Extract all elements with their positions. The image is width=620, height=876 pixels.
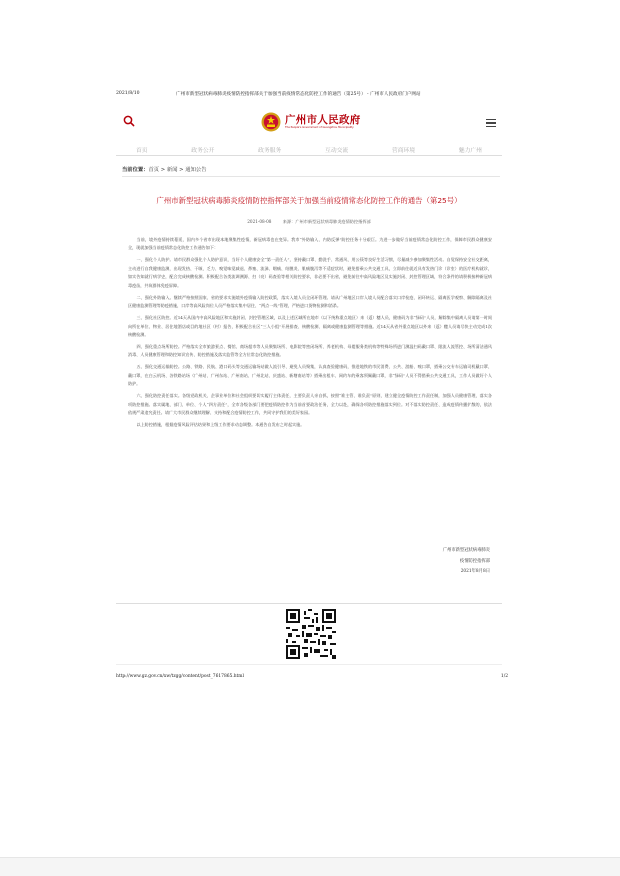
article-body	[128, 236, 492, 433]
print-header	[116, 91, 494, 97]
paragraph: 五、强化交通运输防控。公路、铁路、民航、港口码头等交通运输场站做人流引导、避免人员聚集，认真查验健康码，推进地铁的市民消费、公共、游船、嗅口罩，搭乘公交专车运输司机戴口罩、戴口罩，在白云机场、各铁路站场（广州站、广州东站、广州南站、广州北站、庆盛站、新塘南站等）搭乘出租车、网约车的乘客须佩戴口罩，非“绿码”人员不得搭乘公共交通工具，工作人员做好个人防护。	[128, 364, 492, 387]
paragraph: 二、强化外防输入。继续严格按照国家、省的要求实施境外疫情输入防控政策，落实入境人员全闭环管理。请从广州地区口岸入境人员配合落实口岸检疫、闭环转运、隔离医学观察、解除隔离及社区健康监测管理等防疫措施，口岸等高风险岗位人员严格落实集中居住、“两点一线”管理，严格进口货物检测和消杀。	[128, 294, 492, 309]
footer-divider	[116, 603, 502, 604]
print-date: 2021/8/10	[116, 91, 140, 96]
viewer-bottom-bar	[0, 857, 620, 876]
paragraph: 六、强化防控责任落实。各级党政机关、企事业单位和社会组织要切实履行主体责任，主要负责人亲自抓，按照“谁主管、谁负责”原则，建立健全疫情防控工作责任制，加强人员健康管理，落实各项防控措施。落实属地、部门、单位、个人“四方责任”，全市各级各部门要把疫情防控作为当前首要政治任务，全力以赴，确保各项防控措施落实到位。对不落实防控责任、造成疫情传播扩散的，依法依规严肃追究责任。请广大市民群众继续理解、支持和配合疫情防控工作，共同守护我们的美好家园。	[128, 393, 492, 416]
nav-item-interaction[interactable]: 互动交流	[325, 148, 349, 154]
signature-block	[443, 546, 490, 578]
print-footer	[116, 674, 508, 679]
nav-item-business[interactable]: 营商环境	[391, 148, 416, 154]
search-icon[interactable]	[123, 115, 135, 127]
article-meta	[116, 219, 502, 225]
paragraph: 一、强化个人防护。请市民群众强化个人防护意识，当好个人健康安全“第一责任人”，坚持戴口罩、勤洗手、常通风、用公筷等良好生活习惯，尽量减少参加聚集性活动。自觉保持安全社交距离，主动进行自我健康监测，出现发热、干咳、乏力、嗅觉味觉减退、鼻塞、流涕、咽痛、结膜炎、肌痛腹泻等不适症状时，避免搭乘公共交通工具，立即前往就近具有发热门诊（诊室）的医疗机构就诊，如实告知就行病学史，配合完成核酸检测。积极配合各类流调溯源、扫（亮）码查验等相关防控要求，非必要不出省，避免前往中高风险地区及实施封闭、封控管理区域，符合条件的请积极接种新冠病毒疫苗，共筑群体免疫屏障。	[128, 257, 492, 288]
signature-date: 2021年8月8日	[460, 569, 490, 574]
nav-divider	[116, 155, 502, 156]
signature-org: 广州市新型冠状病毒肺炎	[442, 548, 490, 553]
paragraph: 三、强化社区防控。近14天从国内中高风险地区和实施封闭、封控管理区域，以及上述区域所在地市（以下统称重点地区）来（返）穗人员，健康码为非“绿码”人员，解除集中隔离人员请第一时间向所在单位、物业、居住地酒店或目的地社区（村）报告，积极配合社区“三人小组”开展排查、核酸检测、隔离或健康监测管理等措施。近14天从省外重点地区以外来（返）穗人员请尽快主动完成1次核酸检测。	[128, 315, 492, 338]
print-page-title: 广州市新型冠状病毒肺炎疫情防控指挥部关于加强当前疫情常态化防控工作的通告（第25号） - 广州市人民政府门户网站	[176, 92, 421, 97]
page-number: 1/2	[500, 674, 508, 679]
breadcrumb-path[interactable]: 首页 > 新闻 > 通知公告	[148, 167, 207, 173]
signature-dept: 疫情防控指挥部	[459, 558, 490, 564]
nav-item-charm[interactable]: 魅力广州	[458, 148, 482, 154]
main-nav	[116, 145, 502, 154]
national-emblem-icon	[261, 112, 281, 132]
paragraph: 当前，境外疫情持续蔓延，国内多个省市出现本地聚集性疫情，新冠病毒也在变异。我市“外防输入、内防反弹”防控任务十分艰巨。为进一步做好当前疫情常态化防控工作，保障市民群众健康安全，现就加强当前疫情常态化防控工作通告如下：	[128, 237, 492, 251]
breadcrumb-divider	[122, 176, 500, 177]
article-title: 广州市新型冠状病毒肺炎疫情防控指挥部关于加强当前疫情常态化防控工作的通告（第25号）	[156, 196, 462, 205]
breadcrumb	[122, 165, 207, 173]
site-name: 广州市人民政府	[285, 114, 361, 126]
paragraph: 以上防控措施，根据疫情风险评估结果和上级工作要求动态调整。本通告自发布之时起实施。	[136, 422, 305, 428]
nav-item-gov-affairs[interactable]: 政务公开	[191, 148, 215, 154]
page-url: http://www.gz.gov.cn/xw/tzgg/content/post_7617865.html	[116, 674, 244, 679]
site-name-en: The People's Government of Guangzhou Municipality	[285, 126, 354, 129]
hamburger-menu-icon[interactable]	[486, 119, 496, 127]
footer-divider-lower	[116, 664, 502, 665]
article-date: 2021-08-08	[247, 219, 272, 224]
nav-item-services[interactable]: 政务服务	[258, 148, 282, 154]
qr-code-icon	[286, 609, 336, 659]
site-logo[interactable]	[261, 112, 361, 132]
nav-item-home[interactable]: 首页	[136, 148, 148, 154]
paragraph: 四、强化重点场所防控。严格落实全市旅游景点、餐馆、商场超市等人员聚集场所、电影院等密闭场所、养老机构、母婴服务类机构等特殊场所进门测温扫码戴口罩、限流人流管控、场所清洁通风消毒、人员健康管理和防控知识宣传、防控措施及落实监管等全方位常态化防控措施。	[128, 343, 492, 358]
breadcrumb-label: 当前位置：	[122, 167, 149, 173]
article-source: 来源：广州市新型冠状病毒肺炎疫情防控指挥部	[282, 219, 371, 224]
site-header	[116, 106, 502, 140]
